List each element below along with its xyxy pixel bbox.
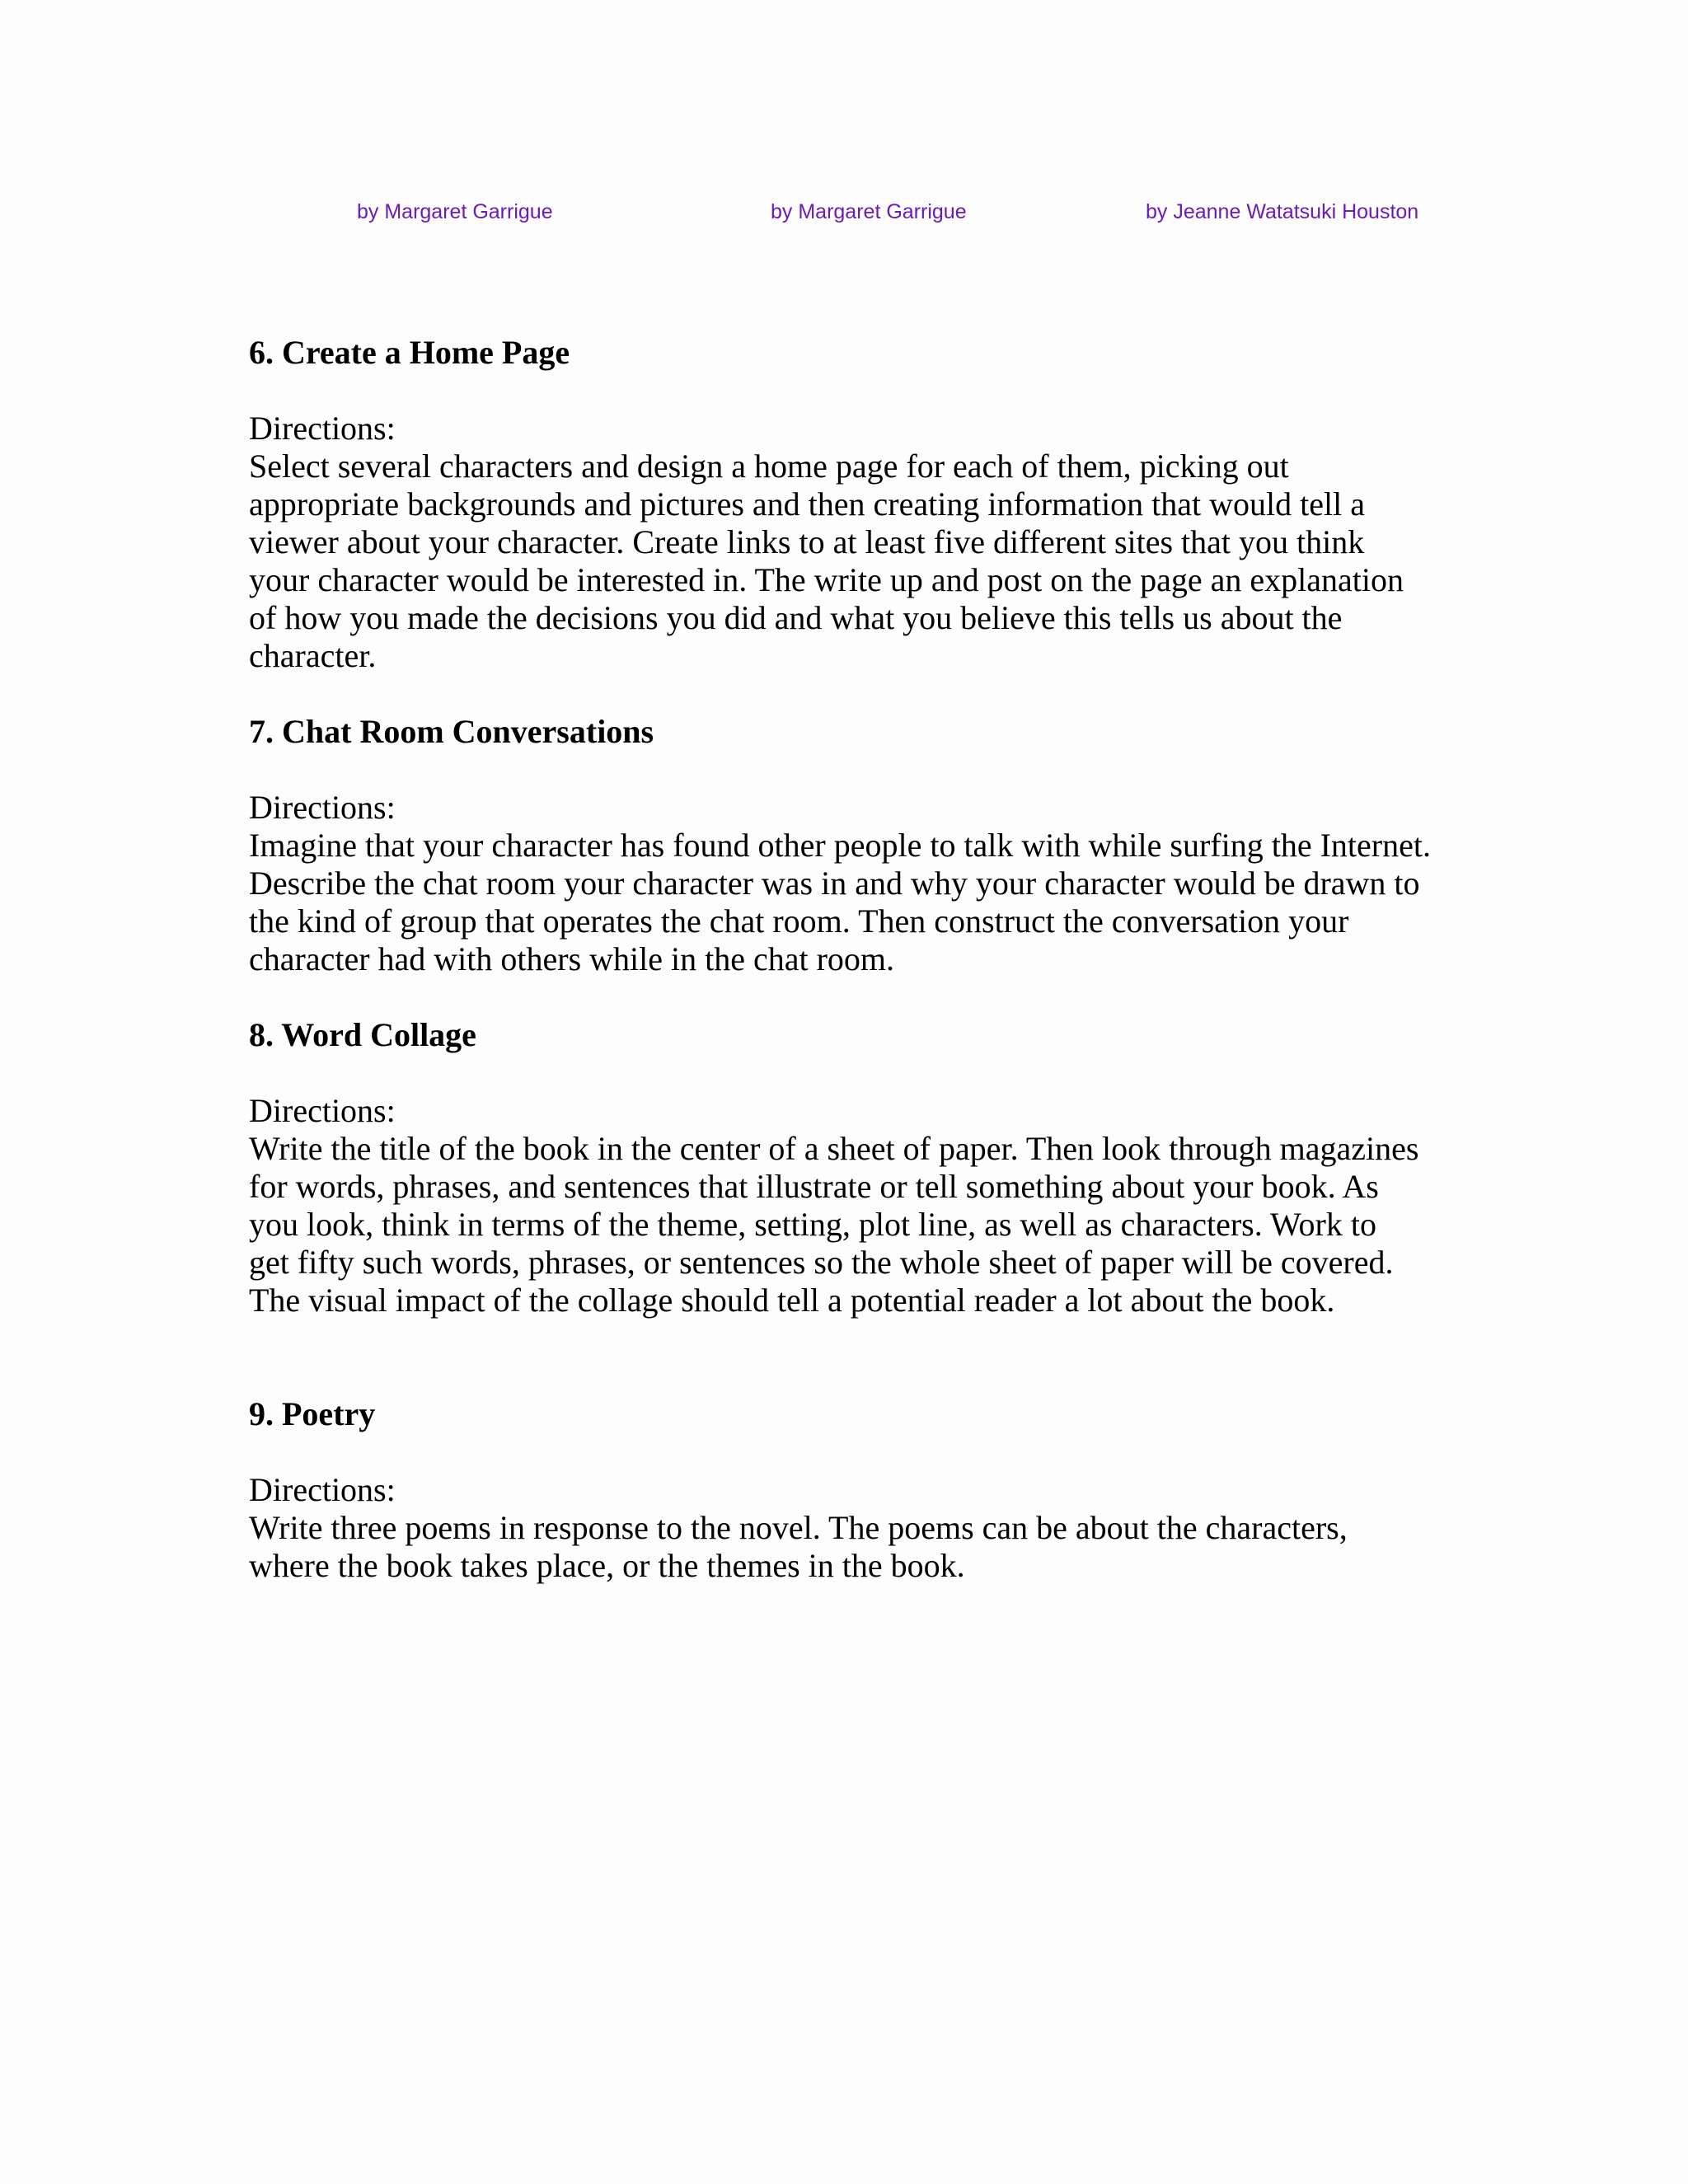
author-credits-row <box>0 197 1688 227</box>
section-create-home-page <box>249 334 1452 675</box>
directions-label: Directions: <box>249 1471 396 1508</box>
section-spacer <box>249 978 1452 1016</box>
section-chat-room-conversations <box>249 713 1452 978</box>
directions-label: Directions: <box>249 410 396 447</box>
section-title: 7. Chat Room Conversations <box>249 713 654 750</box>
author-credit-1[interactable]: by Margaret Garrigue <box>357 200 553 223</box>
directions-text: Write the title of the book in the center of a sheet of paper. Then look through magazines for words, phrases, and sentences that illustrate or tell something about your book. As you look, think in terms of the theme, setting, plot line, as well as characters. Work to get fifty such words, phrases, or sentences so the whole sheet of paper will be covered. The visual impact of the collage should tell a potential reader a lot about the book. <box>249 1130 1419 1319</box>
author-credit-2[interactable]: by Margaret Garrigue <box>771 200 967 223</box>
section-poetry <box>249 1395 1452 1585</box>
document-content <box>249 334 1452 1585</box>
section-spacer <box>249 1319 1452 1395</box>
directions-text: Write three poems in response to the novel. The poems can be about the characters, where the book takes place, or the themes in the book. <box>249 1509 1348 1584</box>
directions-text: Select several characters and design a home page for each of them, picking out appropriate backgrounds and pictures and then creating information that would tell a viewer about your character. Create links to at least five different sites that you think your character would be interested in. The write up and post on the page an explanation of how you made the decisions you did and what you believe this tells us about the character. <box>249 448 1404 674</box>
section-spacer <box>249 675 1452 713</box>
section-title: 9. Poetry <box>249 1395 376 1432</box>
section-title: 8. Word Collage <box>249 1016 476 1053</box>
section-title: 6. Create a Home Page <box>249 334 570 371</box>
directions-text: Imagine that your character has found other people to talk with while surfing the Internet. Describe the chat room your character was in and why your character would be drawn to the kind of group that operates the chat room. Then construct the conversation your character had with others while in the chat room. <box>249 827 1431 977</box>
directions-label: Directions: <box>249 789 396 826</box>
section-word-collage <box>249 1016 1452 1319</box>
directions-label: Directions: <box>249 1092 396 1129</box>
author-credit-3[interactable]: by Jeanne Watatsuki Houston <box>1146 200 1419 223</box>
